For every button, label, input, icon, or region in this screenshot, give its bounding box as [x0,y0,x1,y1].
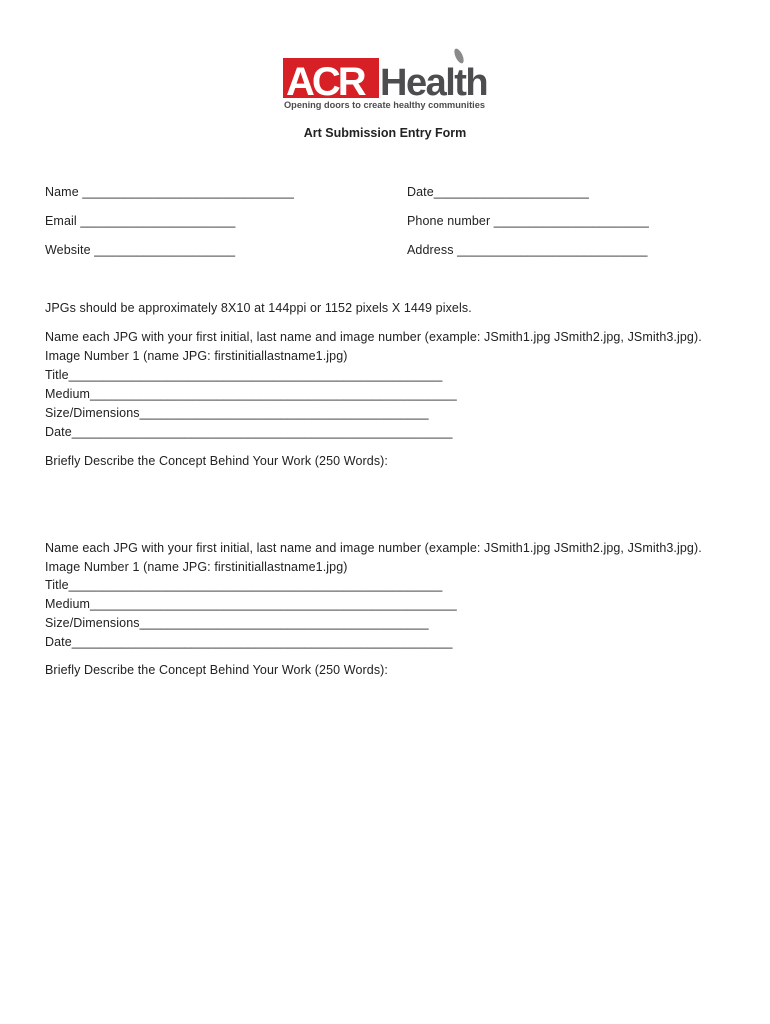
concept-description-label: Briefly Describe the Concept Behind Your Work (250 Words): [45,663,389,677]
email-field[interactable]: Email ______________________ [45,214,236,228]
image-number-label: Image Number 1 (name JPG: firstinitiallastname1.jpg) [45,349,348,363]
phone-number-field[interactable]: Phone number ______________________ [407,214,649,228]
website-field[interactable]: Website ____________________ [45,243,236,257]
logo-health-text: Health [380,62,488,104]
concept-description-label: Briefly Describe the Concept Behind Your Work (250 Words): [45,454,389,468]
title-field[interactable]: Title_____________________________________________________ [45,368,443,382]
size-dimensions-field[interactable]: Size/Dimensions_________________________________________ [45,616,429,630]
acr-health-logo [283,48,488,114]
acr-health-logo-graphic [283,48,488,114]
title-field[interactable]: Title_____________________________________________________ [45,578,443,592]
naming-instructions: Name each JPG with your first initial, last name and image number (example: JSmith1.jpg JSmith2.jpg, JSmith3.jpg). [45,330,702,344]
naming-instructions: Name each JPG with your first initial, last name and image number (example: JSmith1.jpg JSmith2.jpg, JSmith3.jpg). [45,541,702,555]
artwork-date-field[interactable]: Date______________________________________________________ [45,425,453,439]
form-title: Art Submission Entry Form [303,126,467,140]
jpg-size-instructions: JPGs should be approximately 8X10 at 144ppi or 1152 pixels X 1449 pixels. [45,301,472,315]
logo-acr-text: ACR [286,60,364,104]
logo-tagline: Opening doors to create healthy communities [284,100,485,111]
size-dimensions-field[interactable]: Size/Dimensions_________________________________________ [45,406,429,420]
address-field[interactable]: Address ___________________________ [407,243,648,257]
medium-field[interactable]: Medium____________________________________________________ [45,387,457,401]
medium-field[interactable]: Medium____________________________________________________ [45,597,457,611]
image-number-label: Image Number 1 (name JPG: firstinitiallastname1.jpg) [45,560,348,574]
name-field[interactable]: Name ______________________________ [45,185,294,199]
artwork-date-field[interactable]: Date______________________________________________________ [45,635,453,649]
date-field[interactable]: Date______________________ [407,185,589,199]
